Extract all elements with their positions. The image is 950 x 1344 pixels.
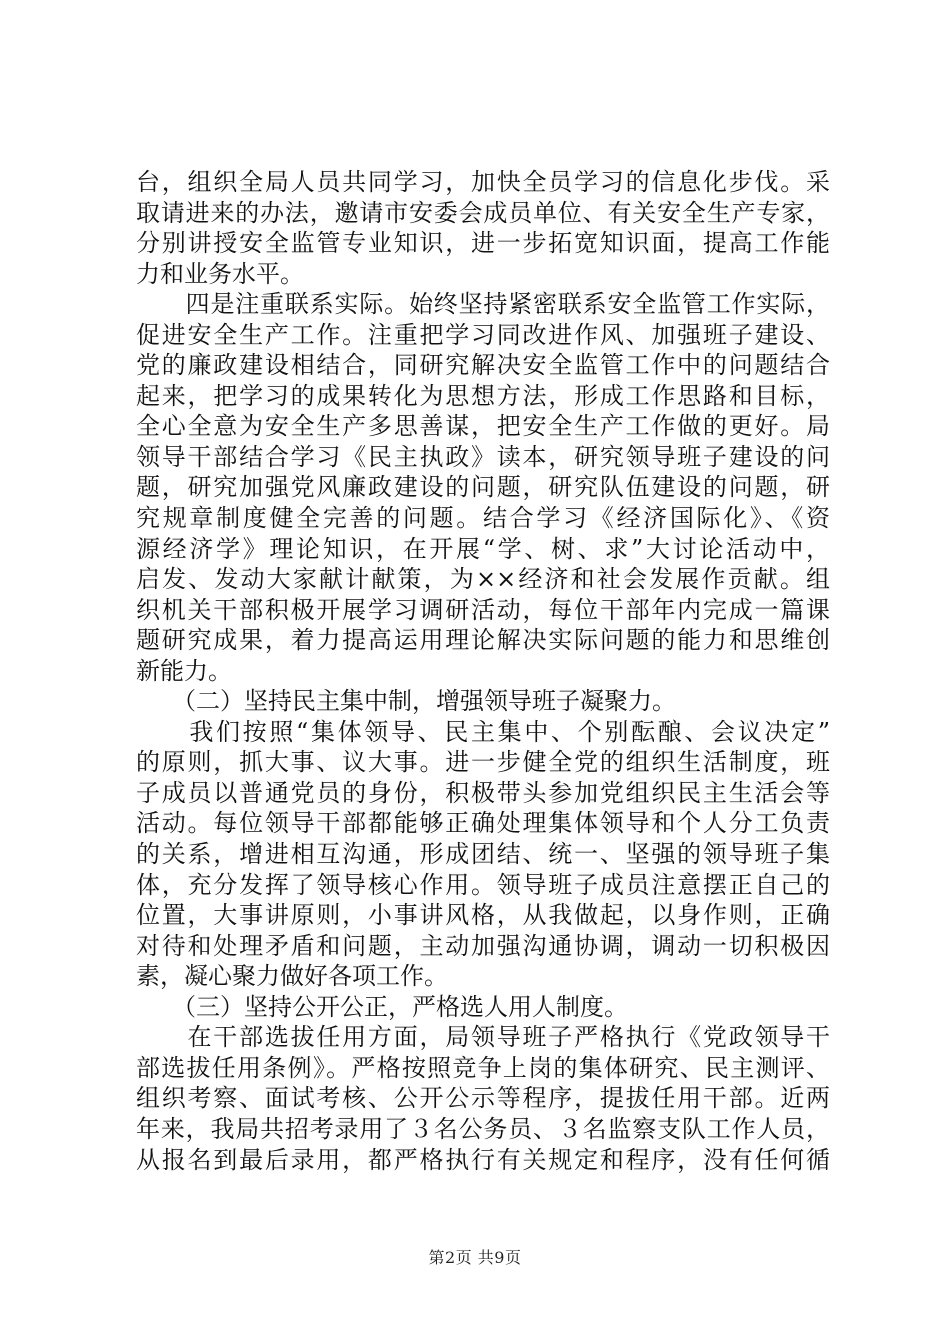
text-line: 素，凝心聚力做好各项工作。	[136, 962, 448, 991]
section-heading: （三）坚持公开公正，严格选人用人制度。	[136, 992, 628, 1021]
text-line: 位置，大事讲原则，小事讲风格，从我做起，以身作则，正确	[136, 901, 830, 930]
text-line: 题，研究加强党风廉政建设的问题，研究队伍建设的问题，研	[136, 473, 830, 502]
text-line: 全心全意为安全生产多思善谋，把安全生产工作做的更好。局	[136, 412, 830, 441]
text-line: 新能力。	[136, 656, 232, 685]
text-line: 的关系，增进相互沟通，形成团结、统一、坚强的领导班子集	[136, 840, 830, 869]
text-line: 从报名到最后录用，都严格执行有关规定和程序，没有任何循	[136, 1145, 830, 1174]
section-heading: （二）坚持民主集中制，增强领导班子凝聚力。	[136, 687, 676, 716]
text-line: 源经济学》理论知识，在开展“学、树、求”大讨论活动中，	[136, 534, 830, 563]
text-line: 在干部选拔任用方面，局领导班子严格执行《党政领导干	[136, 1023, 830, 1052]
text-line: 分别讲授安全监管专业知识，进一步拓宽知识面，提高工作能	[136, 229, 830, 258]
text-line: 台，组织全局人员共同学习，加快全员学习的信息化步伐。采	[136, 168, 830, 196]
text-line: 究规章制度健全完善的问题。结合学习《经济国际化》、《资	[136, 504, 830, 533]
text-line: 织机关干部积极开展学习调研活动，每位干部年内完成一篇课	[136, 595, 830, 624]
text-line: 取请进来的办法，邀请市安委会成员单位、有关安全生产专家，	[136, 198, 830, 227]
text-line: 部选拔任用条例》。严格按照竞争上岗的集体研究、民主测评、	[136, 1053, 830, 1082]
text-line: 的原则，抓大事、议大事。进一步健全党的组织生活制度，班	[136, 748, 830, 777]
text-line: 领导干部结合学习《民主执政》读本，研究领导班子建设的问	[136, 442, 830, 471]
text-line: 力和业务水平。	[136, 259, 304, 288]
text-line: 活动。每位领导干部都能够正确处理集体领导和个人分工负责	[136, 809, 830, 838]
text-line: 对待和处理矛盾和问题，主动加强沟通协调，调动一切积极因	[136, 931, 830, 960]
text-line: 子成员以普通党员的身份，积极带头参加党组织民主生活会等	[136, 778, 830, 807]
text-line: 题研究成果，着力提高运用理论解决实际问题的能力和思维创	[136, 626, 830, 655]
text-line: 年来，我局共招考录用了３名公务员、３名监察支队工作人员，	[136, 1114, 830, 1143]
page-number-footer: 第2页 共9页	[428, 1248, 522, 1267]
text-line: 促进安全生产工作。注重把学习同改进作风、加强班子建设、	[136, 320, 830, 349]
document-body	[136, 167, 830, 1175]
text-line: 启发、发动大家献计献策，为××经济和社会发展作贡献。组	[136, 565, 830, 594]
text-line: 组织考察、面试考核、公开公示等程序，提拔任用干部。近两	[136, 1084, 830, 1113]
text-line: 起来，把学习的成果转化为思想方法，形成工作思路和目标，	[136, 381, 830, 410]
text-line: 我们按照“集体领导、民主集中、个别酝酿、会议决定”	[136, 717, 830, 746]
text-line: 四是注重联系实际。始终坚持紧密联系安全监管工作实际，	[136, 290, 830, 319]
text-line: 党的廉政建设相结合，同研究解决安全监管工作中的问题结合	[136, 351, 830, 380]
text-line: 体，充分发挥了领导核心作用。领导班子成员注意摆正自己的	[136, 870, 830, 899]
